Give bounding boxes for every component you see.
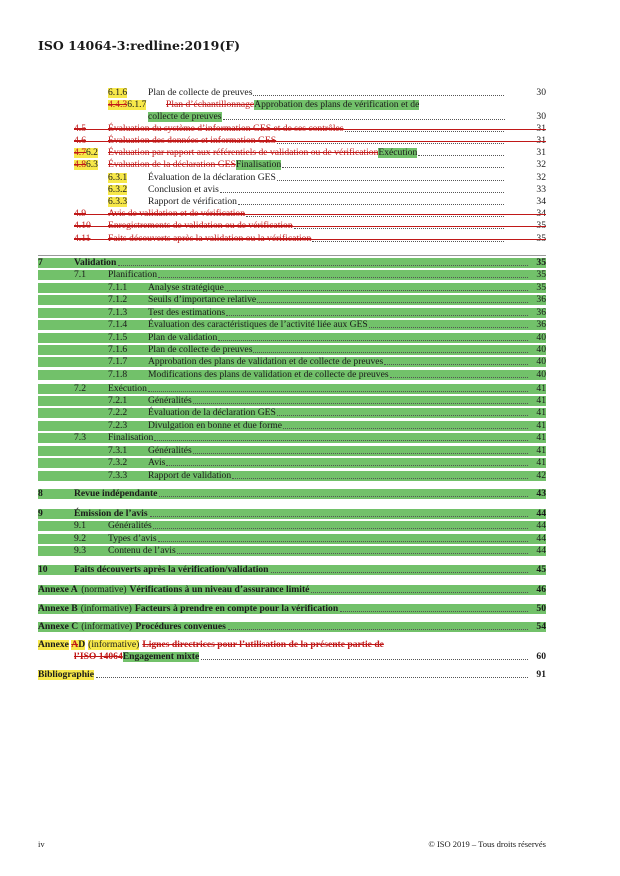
- annex-kind: (informative): [88, 639, 140, 650]
- page-number-ref: 50: [536, 603, 546, 614]
- section-title: Généralités: [108, 520, 152, 531]
- section-number: 9.1: [74, 520, 86, 531]
- section-title: Seuils d’importance relative: [148, 294, 257, 305]
- chapter-title: Faits découverts après la vérification/validation: [74, 564, 269, 575]
- page-number-ref: 30: [536, 87, 546, 98]
- section-title: Avis: [148, 457, 166, 468]
- leader-dots: [232, 478, 528, 479]
- inserted-title: Approbation des plans de vérification et de: [254, 99, 420, 110]
- page-number-ref: 35: [536, 282, 546, 293]
- leader-dots: [277, 180, 504, 181]
- strike-line: [74, 129, 546, 130]
- section-number: 6.3.3: [108, 196, 128, 207]
- page-number-ref: 40: [536, 356, 546, 367]
- leader-dots: [226, 315, 528, 316]
- section-number: 7.1.5: [108, 332, 128, 343]
- annex-label: Annexe C: [38, 621, 79, 632]
- leader-dots: [283, 428, 528, 429]
- section-number: 7.1.3: [108, 307, 128, 318]
- section-title: Types d’avis: [108, 533, 157, 544]
- toc-chapter-10[interactable]: [38, 565, 546, 575]
- leader-dots: [154, 440, 528, 441]
- leader-dots: [158, 541, 528, 542]
- section-title: Plan de validation: [148, 332, 218, 343]
- toc-entry[interactable]: [38, 345, 546, 355]
- deleted-title-cont: l’ISO 14064: [74, 651, 123, 662]
- page-number-ref: 44: [536, 520, 546, 531]
- toc-annex-a[interactable]: [38, 585, 546, 595]
- old-section-number: 4.8: [74, 159, 86, 170]
- annex-title: Vérifications à un niveau d’assurance limité: [129, 584, 310, 595]
- inserted-title: Engagement mixte: [122, 651, 200, 662]
- old-section-number: 4.7: [74, 147, 86, 158]
- page-number-ref: 40: [536, 344, 546, 355]
- toc-entry[interactable]: [38, 433, 546, 443]
- leader-dots: [271, 572, 528, 573]
- old-section-number: 4.4.3: [108, 99, 128, 110]
- leader-dots: [345, 131, 504, 132]
- toc-entry[interactable]: [38, 185, 546, 195]
- toc-entry[interactable]: [38, 370, 546, 380]
- chapter-number: 8: [38, 488, 43, 499]
- page-number-ref: 91: [536, 669, 546, 680]
- page-number-ref: 41: [536, 407, 546, 418]
- page-number-ref: 42: [536, 470, 546, 481]
- leader-dots: [311, 592, 528, 593]
- toc-entry[interactable]: [38, 173, 546, 183]
- toc-entry[interactable]: [38, 546, 546, 556]
- deleted-title: Plan d’échantillonnage: [166, 99, 255, 110]
- section-title: Rapport de vérification: [148, 196, 237, 207]
- toc-chapter-9[interactable]: [38, 509, 546, 519]
- leader-dots: [177, 553, 528, 554]
- leader-dots: [223, 119, 505, 120]
- leader-dots: [228, 629, 528, 630]
- deleted-title: Évaluation par rapport aux référentiels de validation ou de vérification: [108, 147, 379, 158]
- leader-dots: [148, 391, 528, 392]
- toc-entry[interactable]: [38, 534, 546, 544]
- section-title: Généralités: [148, 445, 192, 456]
- section-title: Test des estimations: [148, 307, 226, 318]
- toc-chapter-7[interactable]: [38, 258, 546, 268]
- chapter-number: 9: [38, 508, 43, 519]
- annex-title: Procédures convenues: [135, 621, 226, 632]
- section-number: 7.2.3: [108, 420, 128, 431]
- section-title: Rapport de validation: [148, 470, 232, 481]
- section-number: 7.1.1: [108, 282, 128, 293]
- toc-entry[interactable]: [38, 396, 546, 406]
- toc-entry[interactable]: [38, 160, 546, 170]
- toc-entry[interactable]: [38, 421, 546, 431]
- leader-dots: [282, 167, 504, 168]
- annex-label: Annexe: [38, 639, 69, 650]
- leader-dots: [118, 265, 528, 266]
- section-title: Évaluation de la déclaration GES: [148, 172, 276, 183]
- section-title: Plan de collecte de preuves: [148, 344, 253, 355]
- page-number-ref: 46: [536, 584, 546, 595]
- leader-dots: [384, 364, 528, 365]
- leader-dots: [225, 290, 528, 291]
- toc-annex-c[interactable]: [38, 622, 546, 632]
- leader-dots: [294, 228, 504, 229]
- toc-entry[interactable]: [38, 333, 546, 343]
- document-header: ISO 14064-3:redline:2019(F): [38, 38, 241, 53]
- section-number: 6.3.2: [108, 184, 128, 195]
- toc-chapter-8[interactable]: [38, 489, 546, 499]
- page-number-ref: 54: [536, 621, 546, 632]
- section-title: Exécution: [108, 383, 147, 394]
- inserted-title: Exécution: [378, 147, 418, 158]
- section-number: 7.3.3: [108, 470, 128, 481]
- annex-title: Facteurs à prendre en compte pour la vérification: [134, 603, 339, 614]
- section-number: 7.1.7: [108, 356, 128, 367]
- page-number-ref: 33: [536, 184, 546, 195]
- chapter-number: 7: [38, 257, 43, 268]
- chapter-title: Émission de l’avis: [74, 508, 148, 519]
- page-number-ref: 45: [536, 564, 546, 575]
- chapter-title: Revue indépendante: [74, 488, 158, 499]
- toc-entry[interactable]: [38, 357, 546, 367]
- section-number: 6.1.7: [127, 99, 147, 110]
- section-title: Conclusion et avis: [148, 184, 219, 195]
- section-number: 7.3: [74, 432, 86, 443]
- page-number: iv: [38, 839, 45, 849]
- page-number-ref: 32: [536, 159, 546, 170]
- toc-entry[interactable]: [38, 148, 546, 158]
- page-number-ref: 41: [536, 445, 546, 456]
- bibliography-title: Bibliographie: [38, 669, 94, 680]
- section-title: Divulgation en bonne et due forme: [148, 420, 283, 431]
- page-number-ref: 36: [536, 319, 546, 330]
- page-number-ref: 41: [536, 383, 546, 394]
- section-number: 7.1.8: [108, 369, 128, 380]
- leader-dots: [218, 340, 528, 341]
- page-number-ref: 34: [536, 196, 546, 207]
- section-number: 7.3.2: [108, 457, 128, 468]
- annex-kind: (informative): [81, 621, 133, 632]
- annex-label: Annexe A: [38, 584, 78, 595]
- section-number: 6.3: [85, 159, 98, 170]
- toc-entry[interactable]: [38, 308, 546, 318]
- section-title: Analyse stratégique: [148, 282, 224, 293]
- toc-entry[interactable]: [38, 458, 546, 468]
- toc-entry[interactable]: [38, 521, 546, 531]
- leader-dots: [257, 302, 528, 303]
- leader-dots: [312, 241, 504, 242]
- leader-dots: [253, 95, 504, 96]
- leader-dots: [153, 528, 528, 529]
- toc-entry[interactable]: [38, 197, 546, 207]
- leader-dots: [418, 155, 504, 156]
- leader-dots: [159, 496, 528, 497]
- toc-entry[interactable]: [38, 320, 546, 330]
- chapter-title: Validation: [74, 257, 117, 268]
- page-number-ref: 31: [536, 147, 546, 158]
- copyright-notice: © ISO 2019 – Tous droits réservés: [428, 839, 546, 849]
- leader-dots: [253, 352, 528, 353]
- page-number-ref: 30: [536, 111, 546, 122]
- page-number-ref: 36: [536, 307, 546, 318]
- section-title: Modifications des plans de validation et de collecte de preuves: [148, 369, 389, 380]
- toc-entry[interactable]: [38, 136, 546, 146]
- section-number: 7.1: [74, 269, 86, 280]
- section-number: 9.3: [74, 545, 86, 556]
- leader-dots: [193, 403, 528, 404]
- leader-dots: [369, 327, 528, 328]
- section-number: 9.2: [74, 533, 86, 544]
- page-number-ref: 60: [536, 651, 546, 662]
- section-number: 7.2: [74, 383, 86, 394]
- toc-entry[interactable]: [38, 283, 546, 293]
- inserted-title-cont: collecte de preuves: [148, 111, 222, 122]
- page-number-ref: 44: [536, 533, 546, 544]
- annex-label: Annexe B: [38, 603, 78, 614]
- inserted-title: Finalisation: [235, 159, 282, 170]
- toc-entry[interactable]: [38, 124, 546, 134]
- section-title: Évaluation des caractéristiques de l’activité liée aux GES: [148, 319, 368, 330]
- section-number: 7.1.6: [108, 344, 128, 355]
- leader-dots: [166, 465, 528, 466]
- strike-line: [74, 141, 546, 142]
- annex-kind: (normative): [81, 584, 127, 595]
- section-number: 6.2: [85, 147, 98, 158]
- section-number: 7.1.4: [108, 319, 128, 330]
- leader-dots: [238, 204, 504, 205]
- page-number-ref: 40: [536, 332, 546, 343]
- toc-entry[interactable]: [38, 295, 546, 305]
- section-title: Approbation des plans de validation et de collecte de preuves: [148, 356, 384, 367]
- page-number-ref: 41: [536, 420, 546, 431]
- toc-entry[interactable]: [38, 270, 546, 280]
- leader-dots: [150, 516, 528, 517]
- page-number-ref: 44: [536, 545, 546, 556]
- page-number-ref: 41: [536, 432, 546, 443]
- leader-dots: [390, 377, 528, 378]
- section-title: Planification: [108, 269, 158, 280]
- strike-line: [74, 239, 546, 240]
- page-number-ref: 43: [536, 488, 546, 499]
- chapter-number: 10: [38, 564, 48, 575]
- page-number-ref: 36: [536, 294, 546, 305]
- toc-entry[interactable]: [38, 446, 546, 456]
- toc-entry[interactable]: [38, 209, 546, 219]
- section-number: 7.2.1: [108, 395, 128, 406]
- section-number: 7.1.2: [108, 294, 128, 305]
- annex-kind: (informative): [80, 603, 132, 614]
- leader-dots: [246, 216, 504, 217]
- section-title: Généralités: [148, 395, 192, 406]
- toc-entry[interactable]: [38, 234, 546, 244]
- page-number-ref: 41: [536, 457, 546, 468]
- divider: [38, 255, 546, 256]
- old-annex-letter: A: [71, 639, 79, 650]
- toc-entry[interactable]: [38, 384, 546, 394]
- section-number: 6.3.1: [108, 172, 128, 183]
- strike-line: [74, 214, 546, 215]
- leader-dots: [193, 453, 528, 454]
- leader-dots: [201, 659, 528, 660]
- section-title: Évaluation de la déclaration GES: [148, 407, 276, 418]
- section-title: Contenu de l’avis: [108, 545, 176, 556]
- toc-entry[interactable]: [38, 471, 546, 481]
- toc-entry[interactable]: [38, 408, 546, 418]
- leader-dots: [158, 277, 528, 278]
- toc-annex-b[interactable]: [38, 604, 546, 614]
- toc-annex-d[interactable]: [38, 640, 546, 664]
- page-number-ref: 35: [536, 269, 546, 280]
- page-number-ref: 41: [536, 395, 546, 406]
- annex-letter: D: [78, 639, 86, 650]
- toc-entry[interactable]: [38, 221, 546, 231]
- leader-dots: [277, 415, 528, 416]
- page-number-ref: 35: [536, 257, 546, 268]
- toc-entry[interactable]: [38, 88, 546, 98]
- leader-dots: [340, 611, 528, 612]
- section-title: Plan de collecte de preuves: [148, 87, 253, 98]
- section-number: 7.3.1: [108, 445, 128, 456]
- section-number: 6.1.6: [108, 87, 128, 98]
- section-title: Finalisation: [108, 432, 154, 443]
- deleted-title: Évaluation de la déclaration GES: [108, 159, 236, 170]
- page-number-ref: 44: [536, 508, 546, 519]
- leader-dots: [96, 677, 528, 678]
- page-number-ref: 32: [536, 172, 546, 183]
- toc-entry[interactable]: [38, 100, 546, 123]
- leader-dots: [220, 192, 504, 193]
- page-number-ref: 40: [536, 369, 546, 380]
- deleted-title: Lignes directrices pour l’utilisation de la présente partie de: [142, 639, 384, 650]
- section-number: 7.2.2: [108, 407, 128, 418]
- leader-dots: [277, 143, 504, 144]
- strike-line: [74, 226, 546, 227]
- toc-bibliography[interactable]: [38, 670, 546, 680]
